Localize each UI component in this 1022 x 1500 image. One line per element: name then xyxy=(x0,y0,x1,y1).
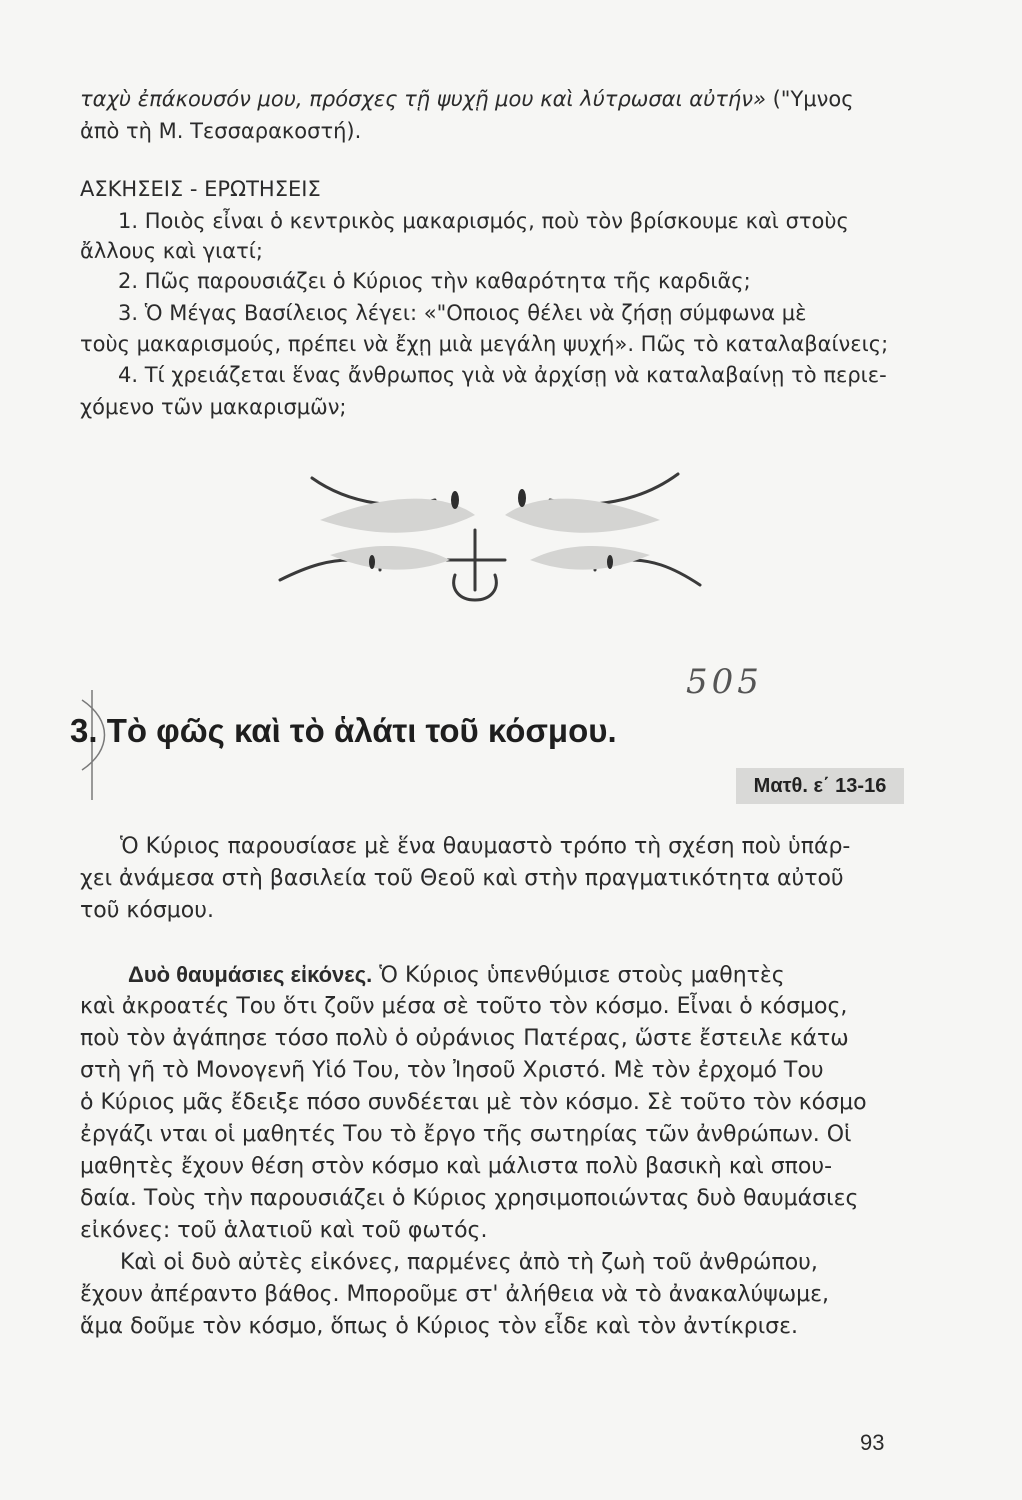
para2-line-3: ποὺ τὸν ἀγάπησε τόσο πολὺ ὁ οὐράνιος Πατέρας, ὥστε ἔστειλε κάτω xyxy=(80,1026,849,1051)
question-1-line-2: ἄλλους καὶ γιατί; xyxy=(80,239,263,263)
question-4-line-1: 4. Τί χρειάζεται ἕνας ἄνθρωπος γιὰ νὰ ἀρχίσῃ νὰ καταλαβαίνῃ τὸ περιε- xyxy=(118,363,887,387)
quote-source: ("Υμνος xyxy=(765,87,854,111)
intro-line-3: τοῦ κόσμου. xyxy=(80,898,214,923)
page-number: 93 xyxy=(860,1430,885,1455)
section-title: 3. Τὸ φῶς καὶ τὸ ἁλάτι τοῦ κόσμου. xyxy=(70,712,617,749)
ornament-icon xyxy=(260,460,720,610)
para2-line-9: εἰκόνες: τοῦ ἁλατιοῦ καὶ τοῦ φωτός. xyxy=(80,1218,488,1243)
quote-line-2: ἀπὸ τὴ Μ. Τεσσαρακοστή). xyxy=(80,119,362,143)
question-1-line-1: 1. Ποιὸς εἶναι ὁ κεντρικὸς μακαρισμός, ποὺ τὸν βρίσκουμε καὶ στοὺς xyxy=(118,209,849,233)
question-3-line-1: 3. Ὁ Μέγας Βασίλειος λέγει: «"Οποιος θέλει νὰ ζήσῃ σύμφωνα μὲ xyxy=(118,301,807,325)
para2-line-1 xyxy=(128,958,785,992)
para2-line-5: ὁ Κύριος μᾶς ἔδειξε πόσο συνδέεται μὲ τὸν κόσμο. Σὲ τοῦτο τὸν κόσμο xyxy=(80,1090,867,1115)
para3-line-2: ἔχουν ἀπέραντο βάθος. Μποροῦμε στ' ἀλήθεια νὰ τὸ ἀνακαλύψωμε, xyxy=(80,1282,830,1307)
exercises-heading: ΑΣΚΗΣΕΙΣ - ΕΡΩΤΗΣΕΙΣ xyxy=(80,177,321,201)
scripture-reference: Ματθ. ε΄ 13-16 xyxy=(736,768,904,804)
para2-line-4: στὴ γῆ τὸ Μονογενῆ Υἱό Του, τὸν Ἰησοῦ Χριστό. Μὲ τὸν ἐρχομό Του xyxy=(80,1058,824,1083)
question-2: 2. Πῶς παρουσιάζει ὁ Κύριος τὴν καθαρότητα τῆς καρδιᾶς; xyxy=(118,269,751,293)
para2-line-7: μαθητὲς ἔχουν θέση στὸν κόσμο καὶ μάλιστα πολὺ βασικὴ καὶ σπου- xyxy=(80,1154,833,1179)
question-4-line-2: χόμενο τῶν μακαρισμῶν; xyxy=(80,395,347,419)
intro-line-2: χει ἀνάμεσα στὴ βασιλεία τοῦ Θεοῦ καὶ στὴν πραγματικότητα αὐτοῦ xyxy=(80,866,844,891)
para3-line-1: Καὶ οἱ δυὸ αὐτὲς εἰκόνες, παρμένες ἀπὸ τὴ ζωὴ τοῦ ἀνθρώπου, xyxy=(120,1250,818,1275)
para2-line-6: ἐργάζι νται οἱ μαθητές Του τὸ ἔργο τῆς σωτηρίας τῶν ἀνθρώπων. Οἱ xyxy=(80,1122,852,1147)
intro-line-1: Ὁ Κύριος παρουσίασε μὲ ἕνα θαυμαστὸ τρόπο τὴ σχέση ποὺ ὑπάρ- xyxy=(120,834,851,859)
para2-line-1-text: Ὁ Κύριος ὑπενθύμισε στοὺς μαθητὲς xyxy=(372,963,785,988)
para2-line-8: δαία. Τοὺς τὴν παρουσιάζει ὁ Κύριος χρησιμοποιώντας δυὸ θαυμάσιες xyxy=(80,1186,859,1211)
quote-line-1 xyxy=(80,84,854,115)
handwritten-note: 505 xyxy=(686,662,763,702)
question-3-line-2: τοὺς μακαρισμούς, πρέπει νὰ ἔχῃ μιὰ μεγάλη ψυχή». Πῶς τὸ καταλαβαίνεις; xyxy=(80,332,889,356)
para2-line-2: καὶ ἀκροατές Του ὅτι ζοῦν μέσα σὲ τοῦτο τὸν κόσμο. Εἶναι ὁ κόσμος, xyxy=(80,994,848,1019)
para2-bold-lead: Δυὸ θαυμάσιες εἰκόνες. xyxy=(128,962,373,987)
quote-text: ταχὺ ἐπάκουσόν μου, πρόσχες τῇ ψυχῇ μου καὶ λύτρωσαι αὐτήν» xyxy=(80,87,766,111)
para3-line-3: ἅμα δοῦμε τὸν κόσμο, ὅπως ὁ Κύριος τὸν εἶδε καὶ τὸν ἀντίκρισε. xyxy=(80,1314,798,1339)
